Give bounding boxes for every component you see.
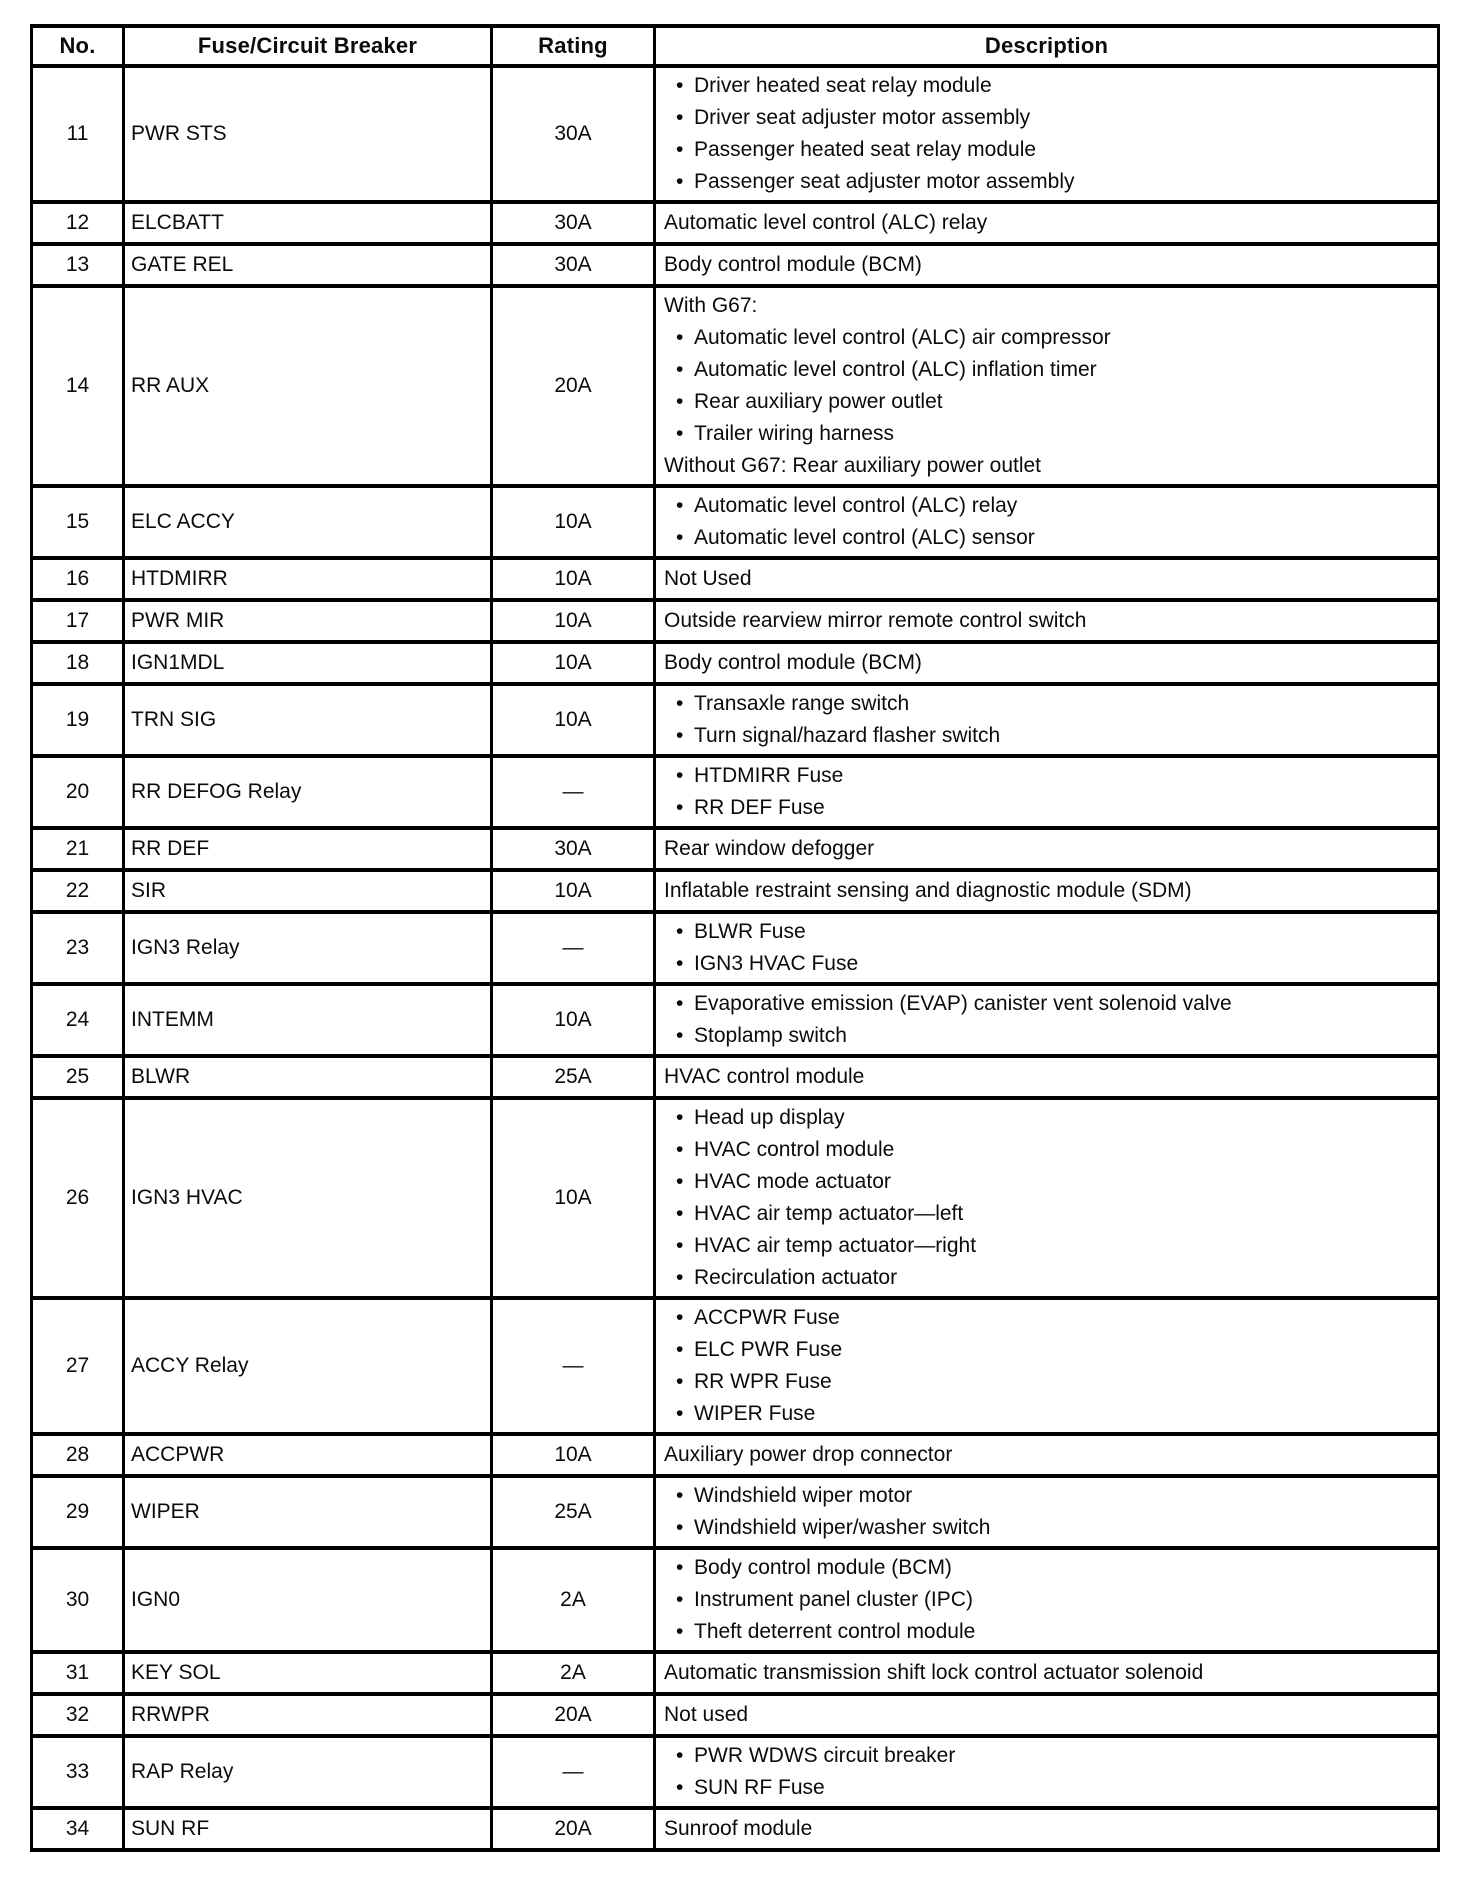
cell-fuse-number: 26 <box>32 1098 124 1298</box>
cell-fuse-name: ACCY Relay <box>124 1298 492 1434</box>
description-bullet: • Automatic level control (ALC) relay <box>662 490 1431 522</box>
cell-fuse-rating: 30A <box>492 244 655 286</box>
cell-fuse-description <box>655 1098 1439 1298</box>
description-bullet: • HVAC mode actuator <box>662 1166 1431 1198</box>
table-row <box>32 642 1439 684</box>
cell-fuse-number: 16 <box>32 558 124 600</box>
cell-fuse-number: 14 <box>32 286 124 486</box>
cell-fuse-rating: 20A <box>492 1694 655 1736</box>
table-row <box>32 286 1439 486</box>
cell-fuse-rating: 20A <box>492 286 655 486</box>
cell-fuse-number: 27 <box>32 1298 124 1434</box>
cell-fuse-name: GATE REL <box>124 244 492 286</box>
cell-fuse-description <box>655 1808 1439 1850</box>
description-bullet: • RR DEF Fuse <box>662 792 1431 824</box>
table-row <box>32 1736 1439 1808</box>
cell-fuse-description <box>655 486 1439 558</box>
description-bullet: • HTDMIRR Fuse <box>662 760 1431 792</box>
description-bullet: • Windshield wiper motor <box>662 1480 1431 1512</box>
table-row <box>32 912 1439 984</box>
col-header-description: Description <box>655 26 1439 66</box>
description-text: Not Used <box>664 567 752 590</box>
description-bullet: • Theft deterrent control module <box>662 1616 1431 1648</box>
cell-fuse-rating: 20A <box>492 1808 655 1850</box>
cell-fuse-name: RAP Relay <box>124 1736 492 1808</box>
cell-fuse-description <box>655 1652 1439 1694</box>
cell-fuse-number: 31 <box>32 1652 124 1694</box>
cell-fuse-rating: 10A <box>492 642 655 684</box>
cell-fuse-name: RR DEF <box>124 828 492 870</box>
cell-fuse-description <box>655 756 1439 828</box>
description-bullet: • Automatic level control (ALC) sensor <box>662 522 1431 554</box>
table-row <box>32 202 1439 244</box>
cell-fuse-rating: 10A <box>492 558 655 600</box>
table-row <box>32 684 1439 756</box>
cell-fuse-rating: 25A <box>492 1476 655 1548</box>
cell-fuse-description <box>655 642 1439 684</box>
description-bullet: • Turn signal/hazard flasher switch <box>662 720 1431 752</box>
cell-fuse-rating: 10A <box>492 486 655 558</box>
cell-fuse-number: 15 <box>32 486 124 558</box>
cell-fuse-rating: — <box>492 912 655 984</box>
cell-fuse-name: WIPER <box>124 1476 492 1548</box>
description-bullet: • Passenger heated seat relay module <box>662 134 1431 166</box>
cell-fuse-rating: 10A <box>492 1098 655 1298</box>
cell-fuse-description <box>655 1736 1439 1808</box>
description-bullet: • Transaxle range switch <box>662 688 1431 720</box>
cell-fuse-rating: 2A <box>492 1652 655 1694</box>
cell-fuse-number: 21 <box>32 828 124 870</box>
cell-fuse-number: 34 <box>32 1808 124 1850</box>
cell-fuse-name: INTEMM <box>124 984 492 1056</box>
description-bullet: • Driver seat adjuster motor assembly <box>662 102 1431 134</box>
cell-fuse-description <box>655 66 1439 202</box>
description-bullet: • Instrument panel cluster (IPC) <box>662 1584 1431 1616</box>
cell-fuse-rating: — <box>492 1298 655 1434</box>
fuse-table <box>30 24 1440 1852</box>
table-row <box>32 1056 1439 1098</box>
cell-fuse-description <box>655 558 1439 600</box>
cell-fuse-rating: 10A <box>492 984 655 1056</box>
description-bullet: • WIPER Fuse <box>662 1398 1431 1430</box>
cell-fuse-number: 30 <box>32 1548 124 1652</box>
description-bullet: • Body control module (BCM) <box>662 1552 1431 1584</box>
table-row <box>32 828 1439 870</box>
description-bullet: • HVAC air temp actuator—right <box>662 1230 1431 1262</box>
cell-fuse-number: 19 <box>32 684 124 756</box>
description-bullet: • Head up display <box>662 1102 1431 1134</box>
description-bullet: • Rear auxiliary power outlet <box>662 386 1431 418</box>
cell-fuse-number: 33 <box>32 1736 124 1808</box>
table-row <box>32 244 1439 286</box>
cell-fuse-name: RRWPR <box>124 1694 492 1736</box>
table-row <box>32 1298 1439 1434</box>
table-row <box>32 66 1439 202</box>
description-bullet: • Trailer wiring harness <box>662 418 1431 450</box>
cell-fuse-description <box>655 828 1439 870</box>
cell-fuse-name: HTDMIRR <box>124 558 492 600</box>
cell-fuse-number: 25 <box>32 1056 124 1098</box>
cell-fuse-number: 22 <box>32 870 124 912</box>
description-text: Outside rearview mirror remote control switch <box>664 609 1087 632</box>
cell-fuse-name: RR AUX <box>124 286 492 486</box>
cell-fuse-description <box>655 912 1439 984</box>
description-bullet: • IGN3 HVAC Fuse <box>662 948 1431 980</box>
description-bullet: • Passenger seat adjuster motor assembly <box>662 166 1431 198</box>
cell-fuse-number: 29 <box>32 1476 124 1548</box>
fuse-table-body <box>32 66 1439 1850</box>
cell-fuse-number: 28 <box>32 1434 124 1476</box>
cell-fuse-number: 13 <box>32 244 124 286</box>
table-row <box>32 870 1439 912</box>
description-text: Body control module (BCM) <box>664 651 922 674</box>
table-row <box>32 1434 1439 1476</box>
cell-fuse-name: ACCPWR <box>124 1434 492 1476</box>
table-row <box>32 1694 1439 1736</box>
cell-fuse-name: ELCBATT <box>124 202 492 244</box>
description-bullet: • Windshield wiper/washer switch <box>662 1512 1431 1544</box>
description-bullet: • HVAC control module <box>662 1134 1431 1166</box>
table-row <box>32 756 1439 828</box>
description-bullet: • Automatic level control (ALC) air compressor <box>662 322 1431 354</box>
description-text: Auxiliary power drop connector <box>664 1443 953 1466</box>
table-row <box>32 984 1439 1056</box>
cell-fuse-rating: 10A <box>492 600 655 642</box>
cell-fuse-number: 20 <box>32 756 124 828</box>
description-bullet: • ELC PWR Fuse <box>662 1334 1431 1366</box>
table-row <box>32 600 1439 642</box>
description-text: Automatic level control (ALC) relay <box>664 211 988 234</box>
col-header-fuse-circuit-breaker: Fuse/Circuit Breaker <box>124 26 492 66</box>
description-bullet: • Driver heated seat relay module <box>662 70 1431 102</box>
cell-fuse-rating: 30A <box>492 828 655 870</box>
description-bullet: • PWR WDWS circuit breaker <box>662 1740 1431 1772</box>
description-text: Not used <box>664 1703 749 1726</box>
table-row <box>32 1548 1439 1652</box>
cell-fuse-description <box>655 684 1439 756</box>
cell-fuse-name: IGN1MDL <box>124 642 492 684</box>
table-row <box>32 1652 1439 1694</box>
description-text: HVAC control module <box>664 1065 865 1088</box>
cell-fuse-number: 32 <box>32 1694 124 1736</box>
description-text: Automatic transmission shift lock control actuator solenoid <box>664 1661 1204 1684</box>
table-row <box>32 1476 1439 1548</box>
cell-fuse-name: PWR MIR <box>124 600 492 642</box>
description-text: Sunroof module <box>664 1817 813 1840</box>
cell-fuse-number: 24 <box>32 984 124 1056</box>
col-header-no: No. <box>32 26 124 66</box>
cell-fuse-description <box>655 984 1439 1056</box>
cell-fuse-description <box>655 870 1439 912</box>
cell-fuse-name: TRN SIG <box>124 684 492 756</box>
cell-fuse-name: SUN RF <box>124 1808 492 1850</box>
cell-fuse-description <box>655 1548 1439 1652</box>
description-prefix: With G67: <box>664 294 758 317</box>
cell-fuse-number: 23 <box>32 912 124 984</box>
cell-fuse-number: 12 <box>32 202 124 244</box>
cell-fuse-rating: 10A <box>492 870 655 912</box>
description-bullet: • Automatic level control (ALC) inflation timer <box>662 354 1431 386</box>
cell-fuse-rating: — <box>492 756 655 828</box>
description-text: Inflatable restraint sensing and diagnostic module (SDM) <box>664 879 1192 902</box>
cell-fuse-description <box>655 202 1439 244</box>
col-header-rating: Rating <box>492 26 655 66</box>
description-text: Body control module (BCM) <box>664 253 922 276</box>
description-bullet: • Stoplamp switch <box>662 1020 1431 1052</box>
cell-fuse-rating: 10A <box>492 1434 655 1476</box>
table-row <box>32 486 1439 558</box>
cell-fuse-rating: 2A <box>492 1548 655 1652</box>
description-bullet: • BLWR Fuse <box>662 916 1431 948</box>
cell-fuse-number: 11 <box>32 66 124 202</box>
description-bullet: • SUN RF Fuse <box>662 1772 1431 1804</box>
description-bullet: • HVAC air temp actuator—left <box>662 1198 1431 1230</box>
description-bullet: • Recirculation actuator <box>662 1262 1431 1294</box>
description-bullet: • RR WPR Fuse <box>662 1366 1431 1398</box>
cell-fuse-description <box>655 1298 1439 1434</box>
description-bullet: • ACCPWR Fuse <box>662 1302 1431 1334</box>
table-header-row <box>32 26 1439 66</box>
cell-fuse-rating: 30A <box>492 202 655 244</box>
description-bullet: • Evaporative emission (EVAP) canister vent solenoid valve <box>662 988 1431 1020</box>
cell-fuse-name: RR DEFOG Relay <box>124 756 492 828</box>
cell-fuse-description <box>655 286 1439 486</box>
cell-fuse-rating: 25A <box>492 1056 655 1098</box>
description-suffix: Without G67: Rear auxiliary power outlet <box>664 454 1042 477</box>
cell-fuse-description <box>655 600 1439 642</box>
cell-fuse-description <box>655 1434 1439 1476</box>
table-row <box>32 1808 1439 1850</box>
cell-fuse-name: BLWR <box>124 1056 492 1098</box>
cell-fuse-number: 17 <box>32 600 124 642</box>
cell-fuse-rating: 10A <box>492 684 655 756</box>
cell-fuse-description <box>655 244 1439 286</box>
cell-fuse-rating: — <box>492 1736 655 1808</box>
cell-fuse-name: PWR STS <box>124 66 492 202</box>
cell-fuse-description <box>655 1476 1439 1548</box>
cell-fuse-description <box>655 1694 1439 1736</box>
table-row <box>32 1098 1439 1298</box>
cell-fuse-name: KEY SOL <box>124 1652 492 1694</box>
cell-fuse-name: ELC ACCY <box>124 486 492 558</box>
cell-fuse-rating: 30A <box>492 66 655 202</box>
cell-fuse-number: 18 <box>32 642 124 684</box>
cell-fuse-name: IGN3 Relay <box>124 912 492 984</box>
cell-fuse-name: IGN3 HVAC <box>124 1098 492 1298</box>
table-row <box>32 558 1439 600</box>
description-text: Rear window defogger <box>664 837 875 860</box>
cell-fuse-name: SIR <box>124 870 492 912</box>
cell-fuse-description <box>655 1056 1439 1098</box>
cell-fuse-name: IGN0 <box>124 1548 492 1652</box>
